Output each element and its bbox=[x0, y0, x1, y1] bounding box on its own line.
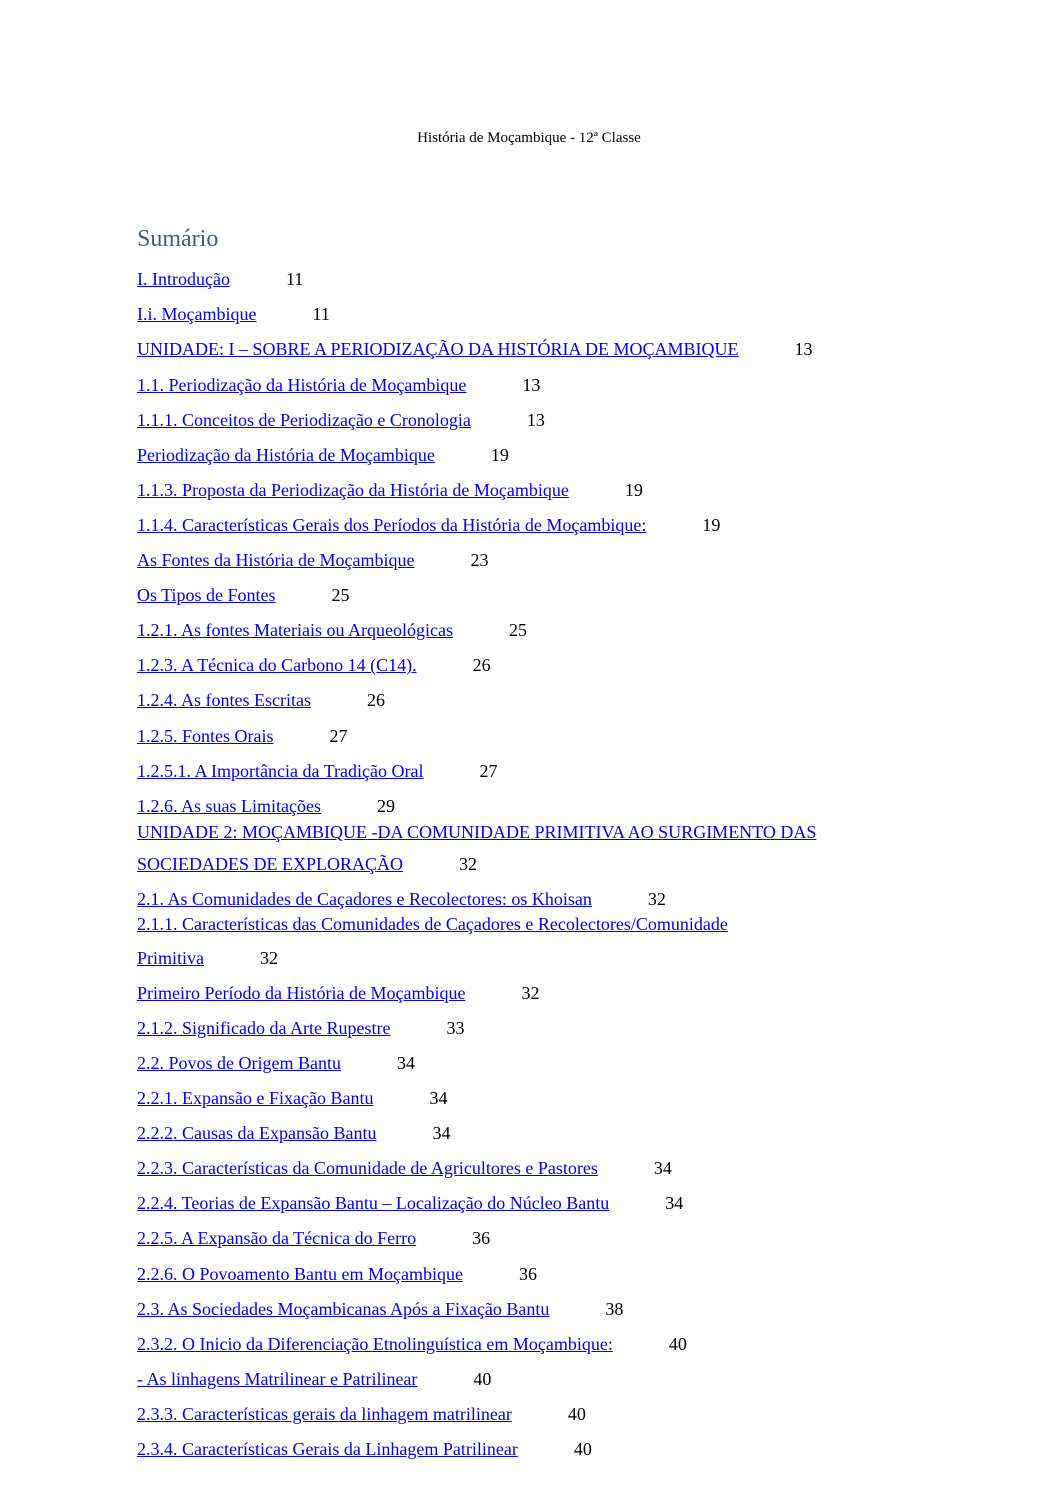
toc-entry bbox=[137, 654, 491, 676]
toc-page-number: 38 bbox=[605, 1299, 624, 1319]
toc-entry bbox=[137, 1438, 592, 1460]
toc-entry bbox=[137, 584, 350, 606]
toc-page-number: 19 bbox=[702, 515, 721, 535]
toc-page-number: 36 bbox=[518, 1264, 537, 1284]
toc-page-number: 32 bbox=[647, 889, 666, 909]
toc-entry bbox=[137, 619, 527, 641]
toc-entry bbox=[137, 444, 509, 466]
toc-page-number: 34 bbox=[432, 1123, 451, 1143]
toc-page-number: 25 bbox=[508, 620, 527, 640]
toc-entry bbox=[137, 479, 643, 501]
toc-entry-link[interactable]: Primitiva bbox=[137, 948, 204, 968]
toc-entry bbox=[137, 1052, 415, 1074]
toc-entry bbox=[137, 795, 395, 817]
toc-entry-link[interactable]: Os Tipos de Fontes bbox=[137, 585, 276, 605]
toc-entry-link[interactable]: 2.2. Povos de Origem Bantu bbox=[137, 1053, 341, 1073]
toc-page-number: 11 bbox=[312, 304, 330, 324]
toc-page-number: 19 bbox=[624, 480, 643, 500]
toc-page-number: 34 bbox=[397, 1053, 415, 1073]
toc-page-number: 40 bbox=[473, 1369, 492, 1389]
toc-entry bbox=[137, 947, 278, 969]
toc-entry-link[interactable]: 2.3.4. Características Gerais da Linhagem Patrilinear bbox=[137, 1439, 518, 1459]
toc-entry-link[interactable]: 1.2.3. A Técnica do Carbono 14 (C14). bbox=[137, 655, 417, 675]
toc-page-number: 40 bbox=[567, 1404, 586, 1424]
toc-page-number: 32 bbox=[459, 854, 478, 874]
toc-entry-link[interactable]: 2.2.5. A Expansão da Técnica do Ferro bbox=[137, 1228, 417, 1248]
toc-entry-link[interactable]: SOCIEDADES DE EXPLORAÇÃO bbox=[137, 854, 404, 874]
toc-entry bbox=[137, 514, 720, 536]
toc-entry-link[interactable]: 2.1. As Comunidades de Caçadores e Recolectores: os Khoisan bbox=[137, 889, 592, 909]
toc-page-number: 13 bbox=[522, 375, 541, 395]
toc-page-number: 32 bbox=[260, 948, 278, 968]
toc-page-number: 13 bbox=[526, 410, 545, 430]
toc-entry bbox=[137, 1263, 537, 1285]
toc-page-number: 27 bbox=[329, 726, 348, 746]
toc-page-number: 40 bbox=[668, 1334, 687, 1354]
toc-page-number: 25 bbox=[331, 585, 350, 605]
toc-entry-link[interactable]: 2.2.2. Causas da Expansão Bantu bbox=[137, 1123, 377, 1143]
toc-entry-link[interactable]: Primeiro Período da História de Moçambique bbox=[137, 983, 466, 1003]
toc-entry-link[interactable]: 2.1.2. Significado da Arte Rupestre bbox=[137, 1018, 391, 1038]
toc-page-number: 40 bbox=[573, 1439, 592, 1459]
toc-entry bbox=[137, 1227, 490, 1249]
toc-page-number: 36 bbox=[472, 1228, 491, 1248]
toc-entry-link[interactable]: 1.2.6. As suas Limitações bbox=[137, 796, 321, 816]
toc-entry bbox=[137, 760, 497, 782]
toc-entry bbox=[137, 982, 539, 1004]
toc-page-number: 34 bbox=[665, 1193, 684, 1213]
toc-entry-link[interactable]: Periodização da História de Moçambique bbox=[137, 445, 435, 465]
toc-page-number: 29 bbox=[376, 796, 395, 816]
toc-entry-link[interactable]: I. Introdução bbox=[137, 269, 230, 289]
toc-page-number: 19 bbox=[490, 445, 509, 465]
toc-entry bbox=[137, 1157, 672, 1179]
toc-entry bbox=[137, 1087, 447, 1109]
toc-page-number: 33 bbox=[446, 1018, 465, 1038]
toc-entry bbox=[137, 374, 540, 396]
toc-entry-link[interactable]: 2.2.6. O Povoamento Bantu em Moçambique bbox=[137, 1264, 463, 1284]
toc-entry bbox=[137, 268, 303, 290]
toc-entry-link[interactable]: 2.2.1. Expansão e Fixação Bantu bbox=[137, 1088, 374, 1108]
toc-entry-link[interactable]: - As linhagens Matrilinear e Patrilinear bbox=[137, 1369, 418, 1389]
page-header: História de Moçambique - 12ª Classe bbox=[417, 130, 641, 146]
toc-entry bbox=[137, 1403, 586, 1425]
toc-entry bbox=[137, 1298, 623, 1320]
toc-entry bbox=[137, 725, 348, 747]
toc-entry-link[interactable]: 2.3.2. O Inicio da Diferenciação Etnolinguística em Moçambique: bbox=[137, 1334, 613, 1354]
toc-entry-link[interactable]: I.i. Moçambique bbox=[137, 304, 257, 324]
toc-entry bbox=[137, 303, 330, 325]
toc-entry-link[interactable]: UNIDADE 2: MOÇAMBIQUE -DA COMUNIDADE PRIMITIVA AO SURGIMENTO DAS bbox=[137, 822, 817, 842]
toc-entry-link[interactable]: As Fontes da História de Moçambique bbox=[137, 550, 415, 570]
toc-page-number: 26 bbox=[366, 690, 385, 710]
toc-entry-link[interactable]: UNIDADE: I – SOBRE A PERIODIZAÇÃO DA HISTÓRIA DE MOÇAMBIQUE bbox=[137, 339, 739, 359]
toc-page-number: 23 bbox=[470, 550, 489, 570]
toc-entry bbox=[137, 689, 385, 711]
toc-entry-link[interactable]: 1.1. Periodização da História de Moçambique bbox=[137, 375, 467, 395]
toc-entry-link[interactable]: 1.1.4. Características Gerais dos Períodos da História de Moçambique: bbox=[137, 515, 647, 535]
toc-entry bbox=[137, 409, 545, 431]
toc-entry bbox=[137, 1122, 450, 1144]
toc-entry-wrap-line bbox=[137, 821, 816, 843]
toc-entry bbox=[137, 1017, 464, 1039]
toc-entry bbox=[137, 338, 813, 360]
toc-entry-wrap-line bbox=[137, 913, 728, 935]
toc-entry-link[interactable]: 1.1.3. Proposta da Periodização da História de Moçambique bbox=[137, 480, 569, 500]
toc-page-number: 26 bbox=[472, 655, 491, 675]
toc-entry-link[interactable]: 2.3. As Sociedades Moçambicanas Após a Fixação Bantu bbox=[137, 1299, 550, 1319]
toc-page-number: 32 bbox=[521, 983, 540, 1003]
toc-entry-link[interactable]: 1.2.5. Fontes Orais bbox=[137, 726, 274, 746]
toc-page-number: 11 bbox=[285, 269, 304, 289]
toc-title: Sumário bbox=[137, 226, 219, 252]
toc-entry-link[interactable]: 1.2.1. As fontes Materiais ou Arqueológicas bbox=[137, 620, 453, 640]
toc-page-number: 13 bbox=[794, 339, 813, 359]
toc-entry bbox=[137, 1192, 683, 1214]
toc-page-number: 27 bbox=[479, 761, 498, 781]
toc-entry-link[interactable]: 2.3.3. Características gerais da linhagem matrilinear bbox=[137, 1404, 512, 1424]
toc-entry bbox=[137, 1333, 687, 1355]
toc-page-number: 34 bbox=[429, 1088, 448, 1108]
toc-entry-link[interactable]: 2.1.1. Características das Comunidades de Caçadores e Recolectores/Comunidade bbox=[137, 914, 728, 934]
toc-entry bbox=[137, 888, 666, 910]
toc-entry-link[interactable]: 1.2.5.1. A Importância da Tradição Oral bbox=[137, 761, 424, 781]
toc-entry bbox=[137, 853, 477, 875]
toc-entry bbox=[137, 1368, 491, 1390]
toc-entry-link[interactable]: 2.2.3. Características da Comunidade de Agricultores e Pastores bbox=[137, 1158, 598, 1178]
toc-entry-link[interactable]: 1.2.4. As fontes Escritas bbox=[137, 690, 311, 710]
toc-entry-link[interactable]: 2.2.4. Teorias de Expansão Bantu – Localização do Núcleo Bantu bbox=[137, 1193, 610, 1213]
toc-page-number: 34 bbox=[653, 1158, 672, 1178]
toc-entry-link[interactable]: 1.1.1. Conceitos de Periodização e Cronologia bbox=[137, 410, 471, 430]
toc-entry bbox=[137, 549, 488, 571]
